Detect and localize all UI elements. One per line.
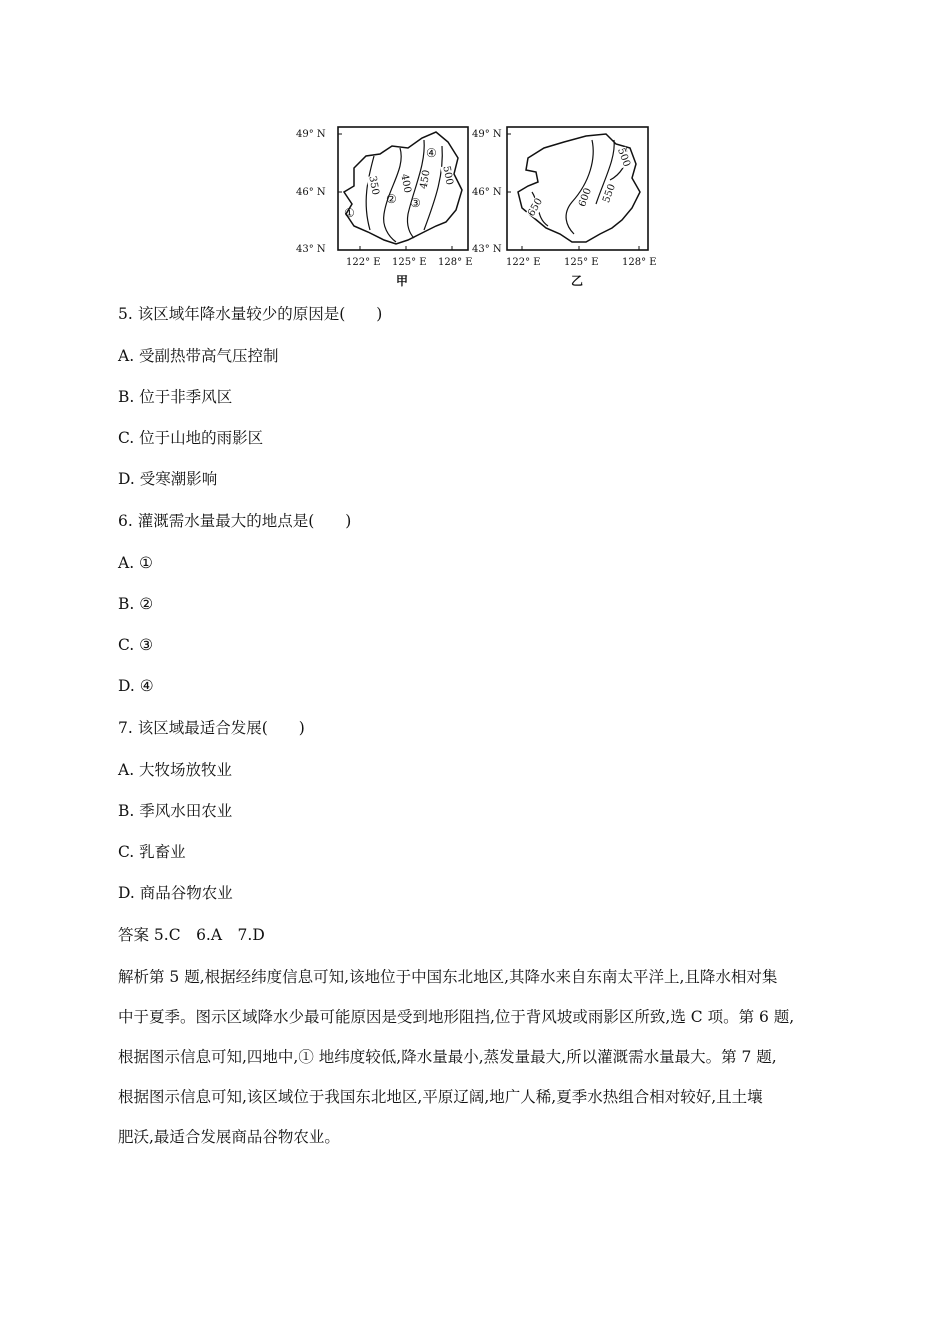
- explanation-line-3: 根据图示信息可知,四地中,① 地纬度较低,降水量最小,蒸发量最大,所以灌溉需水量最大。第 7 题,: [118, 1048, 777, 1066]
- lon-label-128-yi: 128° E: [622, 257, 657, 268]
- explanation-line-4: 根据图示信息可知,该区域位于我国东北地区,平原辽阔,地广人稀,夏季水热组合相对较好,且土壤: [118, 1088, 763, 1106]
- isoline-label-500: 500: [440, 165, 455, 186]
- lat-label-49: 49° N: [296, 129, 326, 140]
- question-5-option-d: D. 受寒潮影响: [118, 470, 218, 488]
- lon-label-125: 125° E: [392, 257, 427, 268]
- map-yi-caption: 乙: [571, 274, 584, 288]
- question-7-stem: 7. 该区域最适合发展( ): [118, 719, 305, 737]
- lon-label-128: 128° E: [438, 257, 473, 268]
- isoline-label-650: 650: [526, 196, 546, 219]
- question-7-option-b: B. 季风水田农业: [118, 802, 233, 820]
- lon-label-122: 122° E: [346, 257, 381, 268]
- isoline-label-550: 550: [601, 182, 618, 205]
- map-jia-caption: 甲: [396, 274, 409, 288]
- isoline-label-350: 350: [366, 175, 381, 196]
- point-2: ②: [386, 192, 397, 206]
- point-4: ④: [426, 146, 437, 160]
- point-3: ③: [410, 196, 421, 210]
- explanation: [118, 957, 838, 1157]
- isoline-label-600: 600: [577, 186, 594, 209]
- explanation-line-1: 解析第 5 题,根据经纬度信息可知,该地位于中国东北地区,其降水来自东南太平洋上,且降水相对集: [118, 968, 778, 986]
- explanation-line-2: 中于夏季。图示区域降水少最可能原因是受到地形阻挡,位于背风坡或雨影区所致,选 C 项。第 6 题,: [118, 1008, 795, 1026]
- question-6-option-d: D. ④: [118, 677, 154, 695]
- question-7-option-c: C. 乳畜业: [118, 843, 186, 861]
- explanation-line-5: 肥沃,最适合发展商品谷物农业。: [118, 1128, 340, 1146]
- lat-label-43-yi: 43° N: [472, 244, 502, 255]
- lon-label-125-yi: 125° E: [564, 257, 599, 268]
- lon-label-122-yi: 122° E: [506, 257, 541, 268]
- question-6-option-c: C. ③: [118, 636, 154, 654]
- lat-label-43: 43° N: [296, 244, 326, 255]
- lat-label-49-yi: 49° N: [472, 129, 502, 140]
- question-5-option-c: C. 位于山地的雨影区: [118, 429, 264, 447]
- question-6-option-b: B. ②: [118, 595, 154, 613]
- question-5-option-a: A. 受副热带高气压控制: [118, 347, 279, 365]
- isoline-label-450: 450: [418, 169, 433, 190]
- question-7-option-d: D. 商品谷物农业: [118, 884, 233, 902]
- answer-line: 答案 5.C 6.A 7.D: [118, 926, 265, 944]
- question-7-option-a: A. 大牧场放牧业: [118, 761, 233, 779]
- point-1: ①: [344, 206, 355, 220]
- lat-label-46: 46° N: [296, 187, 326, 198]
- map-figure: [296, 118, 666, 290]
- isoline-label-400: 400: [398, 173, 413, 194]
- question-5-stem: 5. 该区域年降水量较少的原因是( ): [118, 305, 383, 323]
- question-5-option-b: B. 位于非季风区: [118, 388, 233, 406]
- isoline-label-500-yi: 500: [615, 146, 632, 169]
- map-yi-frame: [507, 127, 648, 250]
- lat-label-46-yi: 46° N: [472, 187, 502, 198]
- question-6-option-a: A. ①: [118, 554, 153, 572]
- question-6-stem: 6. 灌溉需水量最大的地点是( ): [118, 512, 352, 530]
